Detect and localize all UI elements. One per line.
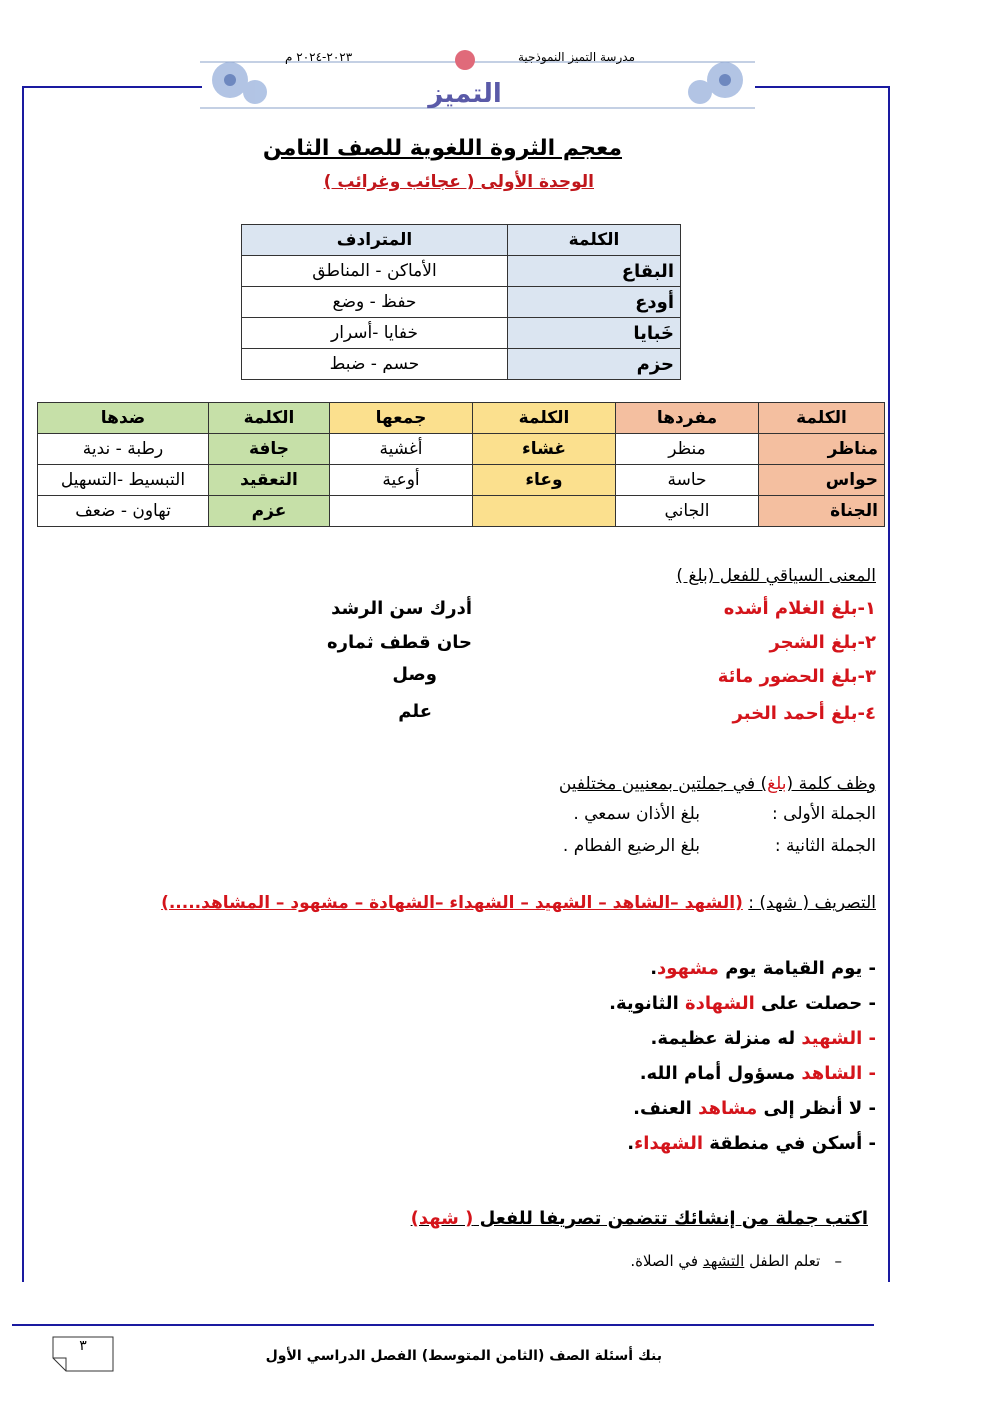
list-item: - حصلت على الشهادة الثانوية. xyxy=(609,993,876,1014)
cell: رطبة - ندية xyxy=(38,434,209,465)
example-post: له منزلة عظيمة. xyxy=(650,1028,802,1049)
logo: التميز xyxy=(428,79,502,109)
syn-word: حزم xyxy=(508,349,681,380)
example-post: العنف. xyxy=(633,1098,699,1119)
example-highlight: الشهداء xyxy=(634,1133,704,1154)
forms-header: الكلمة xyxy=(473,403,616,434)
syn-word: البقاع xyxy=(508,256,681,287)
frame-right xyxy=(888,86,890,1282)
list-item: - أسكن في منطقة الشهداء. xyxy=(627,1133,876,1154)
forms-header: الكلمة xyxy=(759,403,885,434)
logo-dot xyxy=(455,50,475,70)
table-row xyxy=(242,256,681,287)
example-pre: يوم القيامة يوم xyxy=(718,958,863,979)
list-item: - الشاهد مسؤول أمام الله. xyxy=(639,1063,876,1084)
write-answer: – تعلم الطفل التشهد في الصلاة. xyxy=(630,1252,842,1270)
example-highlight: الشاهد xyxy=(801,1063,863,1084)
cell xyxy=(330,496,473,527)
cell: أوعية xyxy=(330,465,473,496)
list-item: - يوم القيامة يوم مشهود. xyxy=(650,958,876,979)
synonyms-table xyxy=(241,224,681,380)
usage-heading xyxy=(559,774,876,794)
tasreef-forms: (الشهد –الشاهد – الشهيد – الشهداء –الشهادة – مشهود – المشاهد.....) xyxy=(161,893,743,913)
synonyms-header-syn: المترادف xyxy=(242,225,508,256)
cell xyxy=(473,496,616,527)
table-row xyxy=(242,349,681,380)
cell: حاسة xyxy=(616,465,759,496)
write-heading-highlight: ( شهد) xyxy=(410,1208,474,1229)
context-meaning: وصل xyxy=(392,664,437,685)
page-number-box xyxy=(52,1336,114,1372)
header-banner xyxy=(200,40,755,120)
list-item: - الشهيد له منزلة عظيمة. xyxy=(650,1028,876,1049)
answer-post: في الصلاة. xyxy=(630,1252,703,1270)
usage-second-text: بلغ الرضيع الفطام . xyxy=(562,836,700,856)
forms-header: الكلمة xyxy=(209,403,330,434)
cell: التبسيط -التسهيل xyxy=(38,465,209,496)
tasreef-label: التصريف ( شهد) : xyxy=(748,893,876,913)
usage-second-label: الجملة الثانية : xyxy=(774,836,876,856)
context-heading: المعنى السياقي للفعل (بلغ ) xyxy=(676,566,876,586)
footer-rule xyxy=(12,1324,874,1326)
usage-first-text: بلغ الأذان سمعي . xyxy=(573,804,700,824)
example-pre: حصلت على xyxy=(754,993,863,1014)
example-post: مسؤول أمام الله. xyxy=(639,1063,802,1084)
cell: عزم xyxy=(209,496,330,527)
cell: الجاني xyxy=(616,496,759,527)
answer-highlight: التشهد xyxy=(702,1252,745,1270)
write-heading xyxy=(411,1208,868,1229)
context-sentence: ٤-بلغ أحمد الخبر xyxy=(732,703,876,724)
cell: مناظر xyxy=(759,434,885,465)
banner-ornament xyxy=(200,40,755,120)
example-highlight: مشهود xyxy=(657,958,719,979)
context-sentence: ٢-بلغ الشجر xyxy=(769,632,876,653)
context-meaning: أدرك سن الرشد xyxy=(331,598,472,619)
cell: منظر xyxy=(616,434,759,465)
example-pre: أسكن في منطقة xyxy=(703,1133,863,1154)
cell: حواس xyxy=(759,465,885,496)
school-year: ٢٠٢٣-٢٠٢٤ م xyxy=(285,50,353,64)
cell: جافة xyxy=(209,434,330,465)
cell: الجناة xyxy=(759,496,885,527)
footer-text: بنك أسئلة الصف (الثامن المتوسط) الفصل الدراسي الأول xyxy=(265,1348,662,1364)
write-heading-text: اكتب جملة من إنشائك تتضمن تصريفا للفعل xyxy=(473,1208,868,1229)
syn-word: أودع xyxy=(508,287,681,318)
cell: غشاء xyxy=(473,434,616,465)
example-post: . xyxy=(650,958,658,979)
syn-value: حسم - ضبط xyxy=(242,349,508,380)
syn-value: حفظ - وضع xyxy=(242,287,508,318)
forms-header: ضدها xyxy=(38,403,209,434)
cell: وعاء xyxy=(473,465,616,496)
forms-header: جمعها xyxy=(330,403,473,434)
synonyms-header-word: الكلمة xyxy=(508,225,681,256)
table-row xyxy=(242,318,681,349)
page-number: ٣ xyxy=(79,1338,87,1354)
page-title: معجم الثروة اللغوية للصف الثامن xyxy=(262,136,622,161)
example-pre: لا أنظر إلى xyxy=(757,1098,863,1119)
frame-left xyxy=(22,86,24,1282)
frame-top-right xyxy=(755,86,890,88)
usage-first-label: الجملة الأولى : xyxy=(772,804,876,824)
usage-heading-pre: وظف كلمة ( xyxy=(786,774,876,794)
syn-value: خفايا -أسرار xyxy=(242,318,508,349)
table-row xyxy=(38,496,885,527)
context-meaning: علم xyxy=(398,701,432,722)
cell: التعقيد xyxy=(209,465,330,496)
tasreef-line xyxy=(161,893,876,913)
syn-word: خَبايا xyxy=(508,318,681,349)
context-sentence: ٣-بلغ الحضور مائة xyxy=(717,666,876,687)
usage-heading-word: بلغ xyxy=(767,774,787,794)
table-row xyxy=(242,287,681,318)
school-name: مدرسة التميز النموذجية xyxy=(518,50,635,64)
usage-heading-post: ) في جملتين بمعنيين مختلفين xyxy=(558,774,768,794)
example-highlight: الشهيد xyxy=(801,1028,863,1049)
list-item: - لا أنظر إلى مشاهد العنف. xyxy=(633,1098,876,1119)
frame-top-left xyxy=(22,86,202,88)
table-row xyxy=(38,434,885,465)
unit-title: الوحدة الأولى ( عجائب وغرائب ) xyxy=(323,172,594,192)
context-sentence: ١-بلغ الغلام أشده xyxy=(723,598,876,619)
context-meaning: حان قطف ثماره xyxy=(327,632,472,653)
cell: أغشية xyxy=(330,434,473,465)
forms-header: مفردها xyxy=(616,403,759,434)
forms-table xyxy=(37,402,885,527)
example-highlight: الشهادة xyxy=(685,993,755,1014)
table-row xyxy=(38,465,885,496)
examples-list xyxy=(116,958,876,1168)
cell: تهاون - ضعف xyxy=(38,496,209,527)
example-post: . xyxy=(627,1133,635,1154)
answer-pre: تعلم الطفل xyxy=(744,1252,821,1270)
example-highlight: مشاهد xyxy=(698,1098,758,1119)
syn-value: الأماكن - المناطق xyxy=(242,256,508,287)
example-post: الثانوية. xyxy=(609,993,685,1014)
